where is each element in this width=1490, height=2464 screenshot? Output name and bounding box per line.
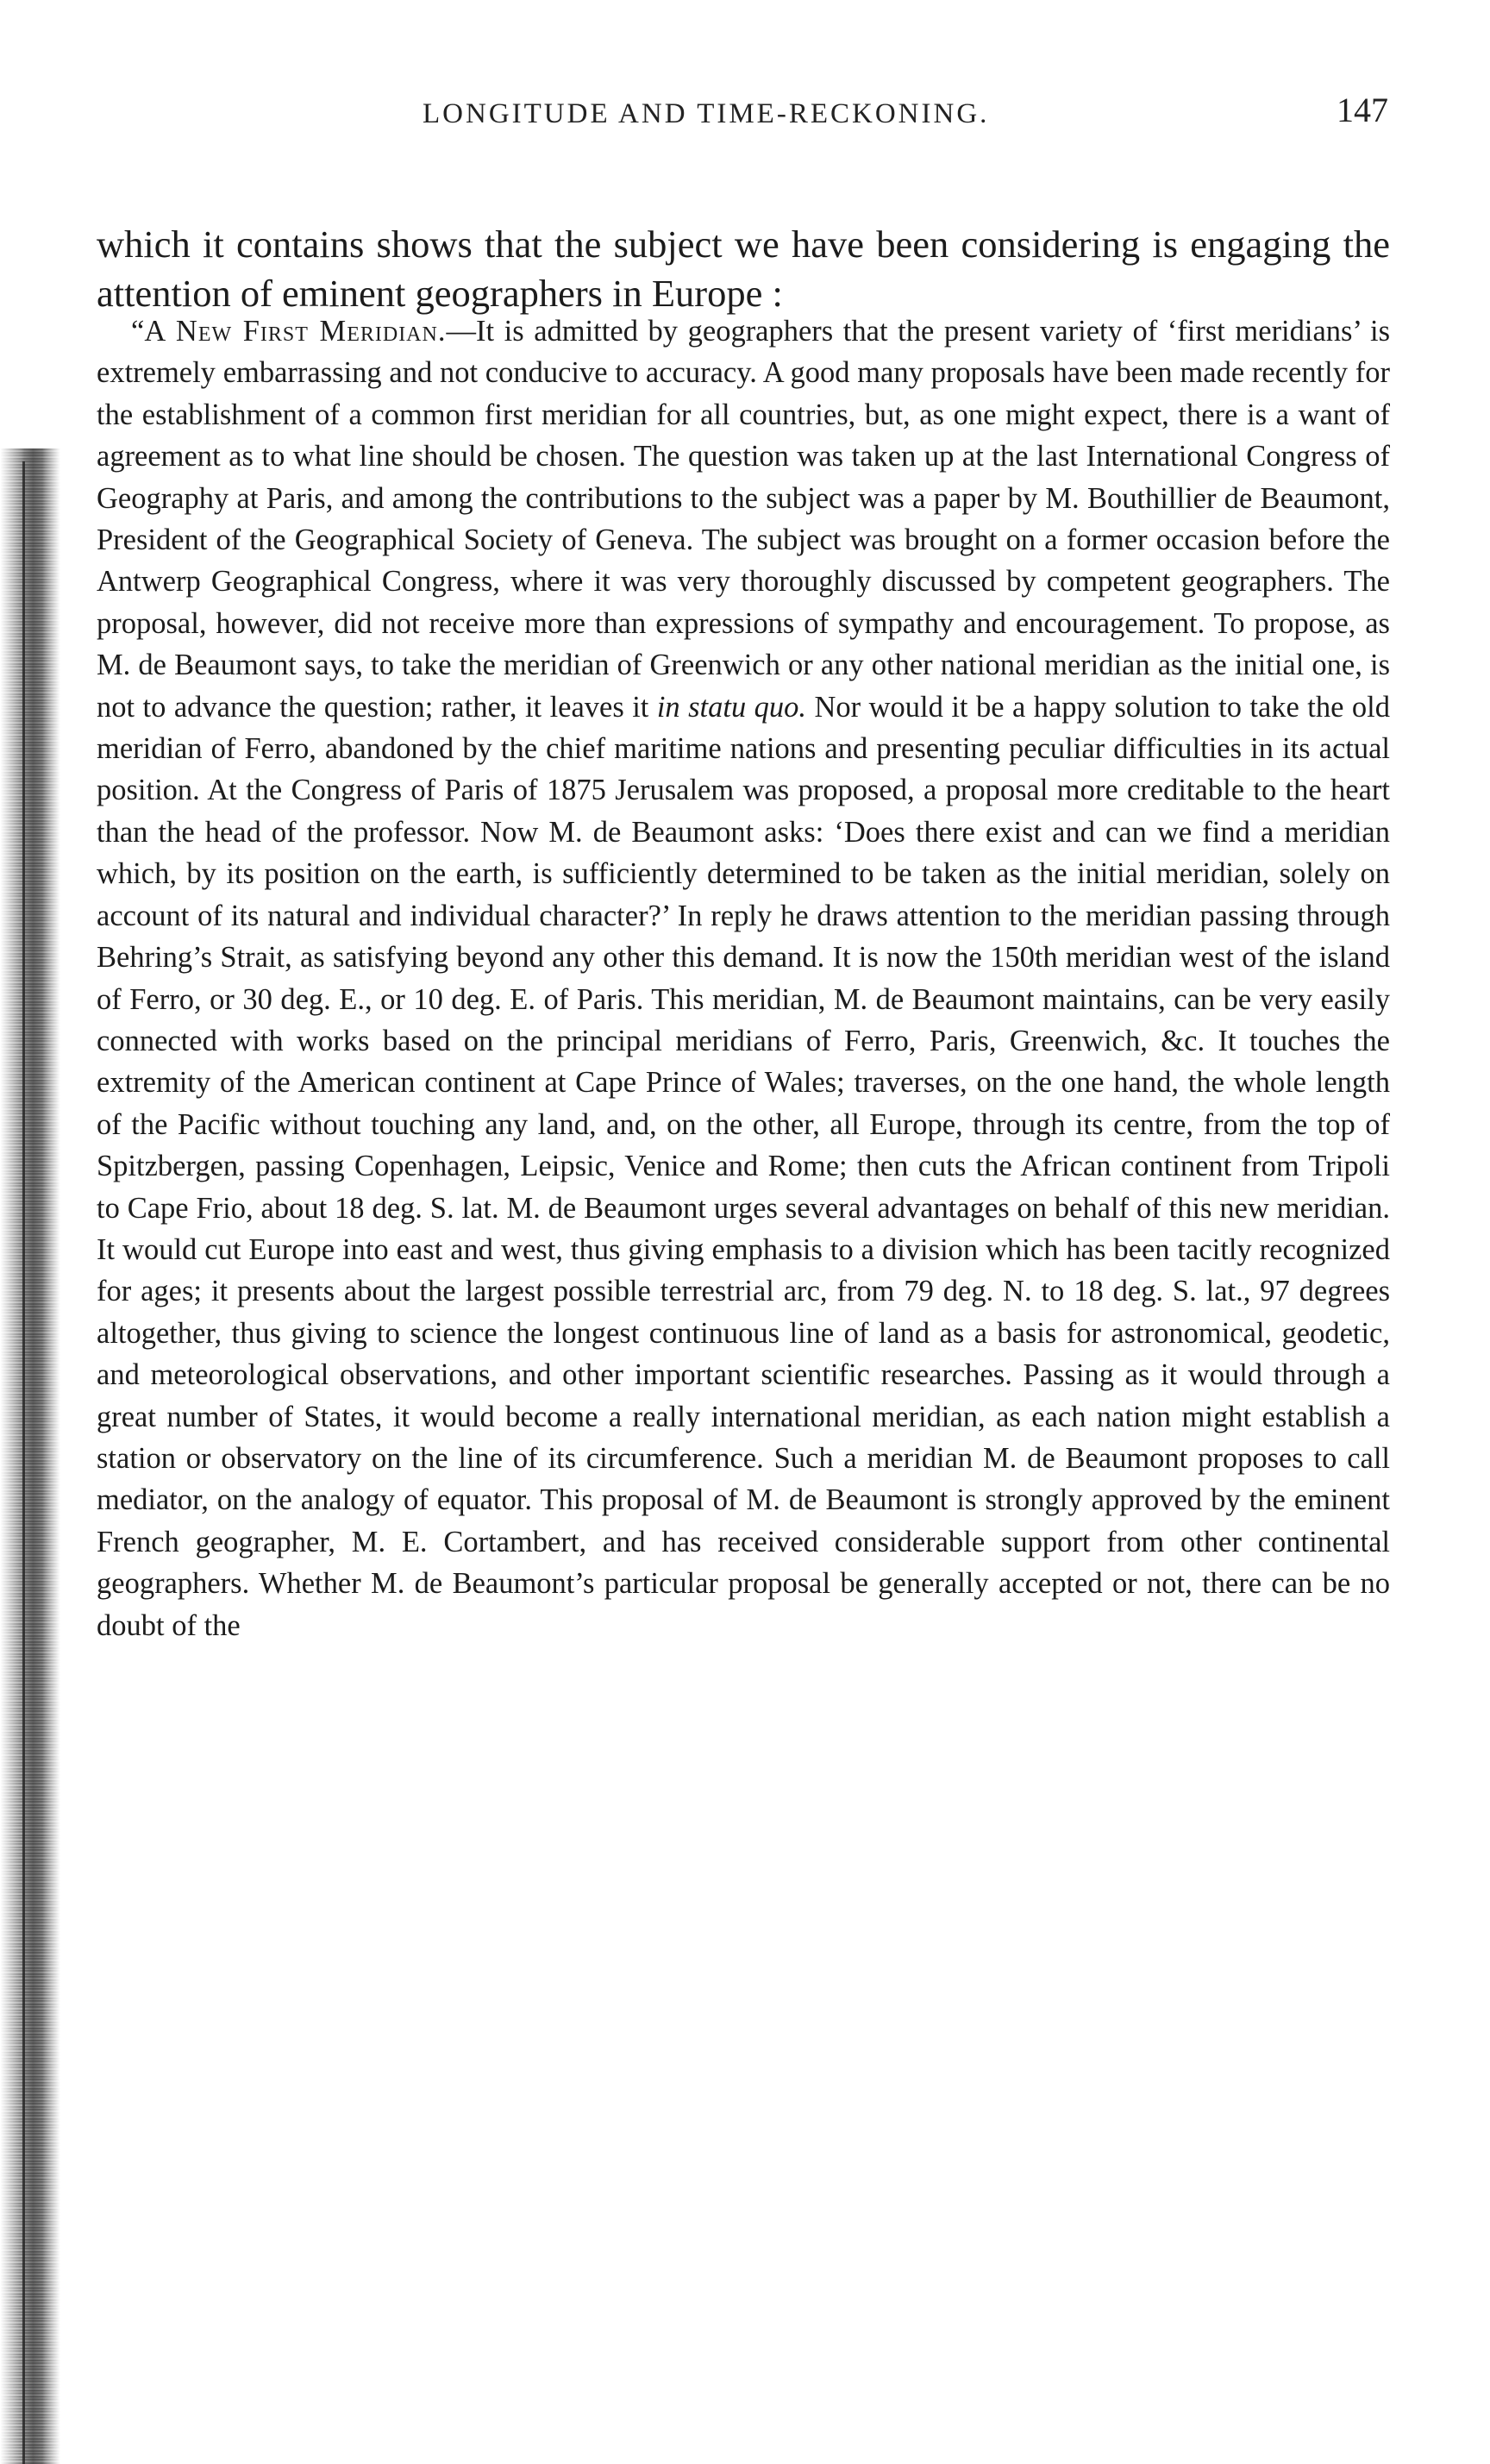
intro-paragraph: which it contains shows that the subject we have been considering is engaging the attention of eminent geographers in Europe : [97,222,1390,315]
quote-heading: A New First Meridian. [144,315,447,348]
open-quote-mark: “ [131,315,145,348]
quote-paragraph [97,310,1390,1646]
binding-edge [0,448,60,2464]
quote-body-part-2: Nor would it be a happy solution to take the old meridian of Ferro, abandoned by the chief maritime nations and presenting peculiar difficulties in its actual position. At the Congress of Paris of 1875 Jerusalem was proposed, a proposal more creditable to the heart than the head of the professor. Now M. de Beaumont asks: ‘Does there exist and can we find a meridian which, by its position on the earth, is sufficiently determined to be taken as the initial meridian, solely on account of its natural and individual character?’ In reply he draws attention to the meridian passing through Behring’s Strait, as satisfying beyond any other this demand. It is now the 150th meridian west of the island of Ferro, or 30 deg. E., or 10 deg. E. of Paris. This meridian, M. de Beaumont maintains, can be very easily connected with works based on the principal meridians of Ferro, Paris, Greenwich, &c. It touches the extremity of the American continent at Cape Prince of Wales; traverses, on the one hand, the whole length of the Pacific without touching any land, and, on the other, all Europe, through its centre, from the top of Spitzbergen, passing Copenhagen, Leipsic, Venice and Rome; then cuts the African continent from Tripoli to Cape Frio, about 18 deg. S. lat. M. de Beaumont urges several advantages on behalf of this new meridian. It would cut Europe into east and west, thus giving emphasis to a division which has been tacitly recognized for ages; it presents about the largest possible terrestrial arc, from 79 deg. N. to 18 deg. S. lat., 97 degrees altogether, thus giving to science the longest continuous line of land as a basis for astronomical, geodetic, and meteorological observations, and other important scientific researches. Passing as it would through a great number of States, it would become a really international meridian, as each nation might establish a station or observatory on the line of its circumference. Such a meridian M. de Beaumont proposes to call mediator, on the analogy of equator. This proposal of M. de Beaumont is strongly approved by the eminent French geographer, M. E. Cortambert, and has received considerable support from other continental geographers. Whether M. de Beaumont’s particular proposal be generally accepted or not, there can be no doubt of the [97,690,1390,1642]
running-head [95,91,1388,138]
quote-body-part-1: It is admitted by geographers that the present variety of ‘first meridians’ is extremely embarrassing and not conducive to accuracy. A good many proposals have been made recently for the establishment of a common first meridian for all countries, but, as one might expect, there is a want of agreement as to what line should be chosen. The question was taken up at the last International Congress of Geography at Paris, and among the contributions to the subject was a paper by M. Bouthillier de Beaumont, President of the Geographical Society of Geneva. The subject was brought on a former occasion before the Antwerp Geographical Congress, where it was very thoroughly discussed by competent geographers. The proposal, however, did not receive more than expressions of sympathy and encouragement. To propose, as M. de Beaumont says, to take the meridian of Greenwich or any other national meridian as the initial one, is not to advance the question; rather, it leaves it [97,315,1390,724]
heading-dash: — [446,315,476,348]
quoted-passage [97,310,1390,1646]
binding-line [22,461,25,2464]
page-number: 147 [1337,91,1388,129]
quote-italic-phrase: in statu quo. [656,690,807,724]
running-title: LONGITUDE AND TIME-RECKONING. [423,98,990,129]
